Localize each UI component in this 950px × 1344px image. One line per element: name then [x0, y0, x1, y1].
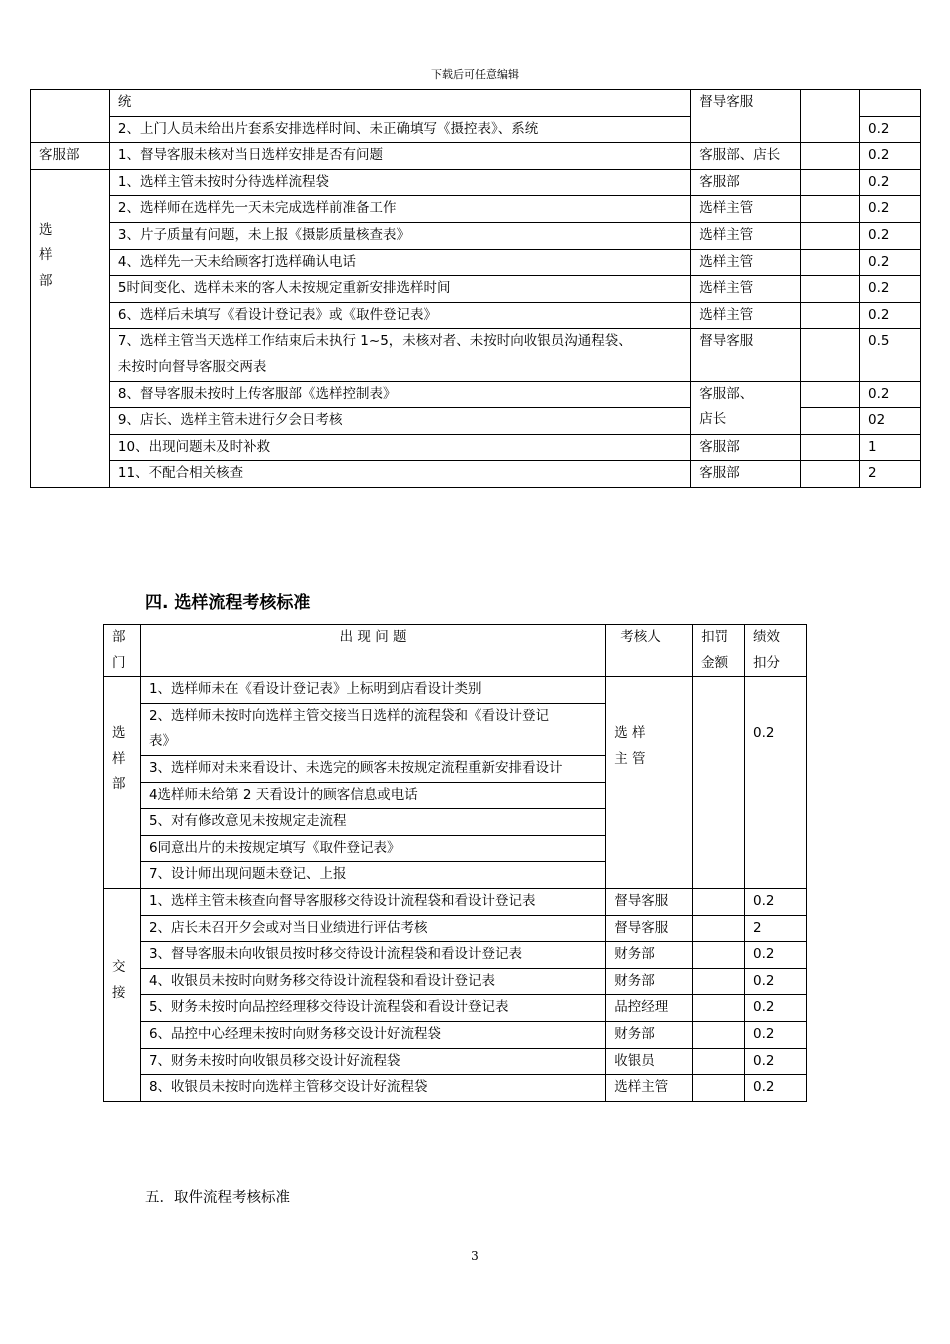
- score-cell: 0.2: [745, 677, 807, 889]
- dept-char: 选: [112, 725, 126, 742]
- dept-char: 部: [39, 272, 53, 289]
- header-reviewer: 考核人: [606, 625, 693, 677]
- table-row: [31, 329, 921, 381]
- score-cell: 2: [860, 461, 921, 488]
- score-cell: 0.2: [745, 968, 807, 995]
- header-dept: [104, 625, 141, 677]
- issue-cell: 4、收银员未按时向财务移交待设计流程袋和看设计登记表: [140, 968, 605, 995]
- issue-cell: 统: [109, 90, 690, 117]
- reviewer-line: 店长: [699, 411, 727, 428]
- table-row: [31, 276, 921, 303]
- score-cell: 0.5: [860, 329, 921, 381]
- header-issue: 出 现 问 题: [140, 625, 605, 677]
- table-row: [31, 90, 921, 117]
- table-row: [31, 169, 921, 196]
- issue-cell: 6、品控中心经理未按时向财务移交设计好流程袋: [140, 1021, 605, 1048]
- table-row: [31, 434, 921, 461]
- header-line: 扣分: [753, 654, 781, 671]
- penalty-cell: [693, 1048, 745, 1075]
- penalty-cell: [801, 302, 860, 329]
- score-cell: 2: [745, 915, 807, 942]
- penalty-cell: [693, 915, 745, 942]
- reviewer-line: 主 管: [614, 750, 646, 767]
- table-row: [104, 915, 807, 942]
- issue-line: 7、选样主管当天选样工作结束后未执行 1~5，未核对者、未按时向收银员沟通程袋、: [117, 333, 632, 350]
- table-row: [31, 249, 921, 276]
- table-row: [104, 942, 807, 969]
- score-cell: 02: [860, 408, 921, 435]
- penalty-cell: [801, 196, 860, 223]
- table-row: [31, 222, 921, 249]
- score-cell: 0.2: [860, 222, 921, 249]
- dept-char: 部: [112, 776, 126, 793]
- penalty-cell: [801, 143, 860, 170]
- table-continued: [30, 89, 921, 488]
- score-cell: 0.2: [860, 302, 921, 329]
- section-4-title: 四. 选样流程考核标准: [145, 593, 311, 613]
- table-row: [31, 302, 921, 329]
- reviewer-cell: 财务部: [606, 968, 693, 995]
- penalty-cell: [801, 329, 860, 381]
- dept-cell-jiaojie: [104, 888, 141, 1101]
- issue-cell: 11、不配合相关核查: [109, 461, 690, 488]
- score-cell: 0.2: [860, 196, 921, 223]
- table-row: [104, 1021, 807, 1048]
- issue-cell: 2、选样师在选样先一天未完成选样前准备工作: [109, 196, 690, 223]
- issue-cell: 10、出现问题未及时补救: [109, 434, 690, 461]
- table-header-row: [104, 625, 807, 677]
- table-row: [104, 1048, 807, 1075]
- score-cell: 0.2: [745, 995, 807, 1022]
- section-5-title: 五．取件流程考核标准: [145, 1190, 290, 1206]
- reviewer-cell: 选样主管: [691, 249, 801, 276]
- reviewer-line: 客服部、: [699, 385, 754, 402]
- issue-cell: 4选样师未给第 2 天看设计的顾客信息或电话: [140, 782, 605, 809]
- reviewer-cell: 客服部: [691, 434, 801, 461]
- issue-line: 表》: [148, 733, 176, 750]
- issue-cell: 5时间变化、选样未来的客人未按规定重新安排选样时间: [109, 276, 690, 303]
- selection-process-table: [103, 624, 807, 1102]
- penalty-cell: [801, 90, 860, 143]
- penalty-cell: [801, 434, 860, 461]
- penalty-cell: [693, 968, 745, 995]
- reviewer-cell: 品控经理: [606, 995, 693, 1022]
- page-number: 3: [471, 1249, 479, 1263]
- issue-cell: 3、选样师对未来看设计、未选完的顾客未按规定流程重新安排看设计: [140, 755, 605, 782]
- reviewer-cell: 客服部: [691, 461, 801, 488]
- table-row: [31, 196, 921, 223]
- reviewer-line: 选 样: [614, 725, 646, 742]
- table-row: [104, 995, 807, 1022]
- dept-char: 样: [112, 750, 126, 767]
- dept-char: 交: [112, 958, 126, 975]
- issue-cell: [109, 329, 690, 381]
- header-line: 部: [112, 629, 126, 645]
- reviewer-cell: 收银员: [606, 1048, 693, 1075]
- penalty-cell: [693, 995, 745, 1022]
- penalty-cell: [693, 888, 745, 915]
- score-cell: 0.2: [745, 888, 807, 915]
- reviewer-cell: 选样主管: [691, 276, 801, 303]
- reviewer-cell: 财务部: [606, 1021, 693, 1048]
- issue-cell: 9、店长、选样主管未进行夕会日考核: [109, 408, 690, 435]
- score-cell: 0.2: [860, 249, 921, 276]
- issue-cell: 1、督导客服未核对当日选样安排是否有问题: [109, 143, 690, 170]
- issue-cell: 7、财务未按时向收银员移交设计好流程袋: [140, 1048, 605, 1075]
- issue-cell: 7、设计师出现问题未登记、上报: [140, 862, 605, 889]
- page-header: 下载后可任意编辑: [431, 68, 519, 81]
- reviewer-cell: [691, 381, 801, 434]
- reviewer-cell: 客服部、店长: [691, 143, 801, 170]
- reviewer-cell: 督导客服: [691, 90, 801, 143]
- reviewer-cell: 选样主管: [606, 1075, 693, 1102]
- score-cell: 0.2: [860, 169, 921, 196]
- reviewer-cell: 选样主管: [691, 196, 801, 223]
- issue-cell: 4、选样先一天未给顾客打选样确认电话: [109, 249, 690, 276]
- score-cell: [860, 90, 921, 117]
- penalty-cell: [693, 677, 745, 889]
- issue-cell: 3、片子质量有问题，未上报《摄影质量核查表》: [109, 222, 690, 249]
- issue-cell: 8、收银员未按时向选样主管移交设计好流程袋: [140, 1075, 605, 1102]
- reviewer-cell: 选样主管: [691, 222, 801, 249]
- issue-line: 2、选样师未按时向选样主管交接当日选样的流程袋和《看设计登记: [148, 707, 550, 724]
- penalty-cell: [693, 1021, 745, 1048]
- header-penalty: [693, 625, 745, 677]
- reviewer-cell: 财务部: [606, 942, 693, 969]
- issue-cell: 1、选样师未在《看设计登记表》上标明到店看设计类别: [140, 677, 605, 704]
- reviewer-cell: 督导客服: [691, 329, 801, 381]
- issue-cell: 2、店长未召开夕会或对当日业绩进行评估考核: [140, 915, 605, 942]
- header-line: 绩效: [753, 629, 781, 645]
- header-line: 门: [112, 654, 126, 671]
- penalty-cell: [801, 222, 860, 249]
- table-row: [104, 677, 807, 704]
- issue-cell: 8、督导客服未按时上传客服部《选样控制表》: [109, 381, 690, 408]
- reviewer-cell: 督导客服: [606, 888, 693, 915]
- issue-cell: 3、督导客服未向收银员按时移交待设计流程袋和看设计登记表: [140, 942, 605, 969]
- issue-cell: 2、上门人员未给出片套系安排选样时间、未正确填写《摄控表》、系统: [109, 116, 690, 143]
- score-cell: 0.2: [860, 381, 921, 408]
- issue-cell: [140, 703, 605, 755]
- dept-cell: [31, 90, 110, 143]
- table-row: [104, 968, 807, 995]
- table-row: [31, 461, 921, 488]
- issue-line: 未按时向督导客服交两表: [117, 358, 267, 375]
- penalty-cell: [801, 169, 860, 196]
- table-row: [104, 888, 807, 915]
- issue-cell: 5、对有修改意见未按规定走流程: [140, 809, 605, 836]
- penalty-cell: [693, 942, 745, 969]
- table-row: [31, 381, 921, 408]
- dept-char: 选: [39, 221, 53, 238]
- reviewer-cell: 选样主管: [691, 302, 801, 329]
- penalty-cell: [801, 249, 860, 276]
- score-cell: 0.2: [745, 1021, 807, 1048]
- score-cell: 0.2: [745, 1075, 807, 1102]
- score-cell: 1: [860, 434, 921, 461]
- penalty-cell: [801, 276, 860, 303]
- penalty-cell: [801, 461, 860, 488]
- header-line: 扣罚: [701, 629, 729, 645]
- issue-cell: 6同意出片的未按规定填写《取件登记表》: [140, 835, 605, 862]
- penalty-cell: [693, 1075, 745, 1102]
- score-cell: 0.2: [860, 143, 921, 170]
- table-row: [31, 143, 921, 170]
- dept-char: 接: [112, 984, 126, 1001]
- header-score: [745, 625, 807, 677]
- issue-cell: 5、财务未按时向品控经理移交待设计流程袋和看设计登记表: [140, 995, 605, 1022]
- issue-cell: 1、选样主管未核查向督导客服移交待设计流程袋和看设计登记表: [140, 888, 605, 915]
- table-row: [104, 1075, 807, 1102]
- header-line: 金额: [701, 654, 729, 671]
- dept-cell-xuanyang: [104, 677, 141, 889]
- score-cell: 0.2: [745, 942, 807, 969]
- dept-cell: 客服部: [31, 143, 110, 170]
- penalty-cell: [801, 381, 860, 408]
- issue-cell: 1、选样主管未按时分待选样流程袋: [109, 169, 690, 196]
- score-cell: 0.2: [860, 116, 921, 143]
- reviewer-cell: 客服部: [691, 169, 801, 196]
- dept-char: 样: [39, 247, 53, 264]
- reviewer-cell: 督导客服: [606, 915, 693, 942]
- reviewer-cell: [606, 677, 693, 889]
- score-cell: 0.2: [745, 1048, 807, 1075]
- issue-cell: 6、选样后未填写《看设计登记表》或《取件登记表》: [109, 302, 690, 329]
- score-cell: 0.2: [860, 276, 921, 303]
- dept-cell-xuanyang: [31, 169, 110, 487]
- penalty-cell: [801, 408, 860, 435]
